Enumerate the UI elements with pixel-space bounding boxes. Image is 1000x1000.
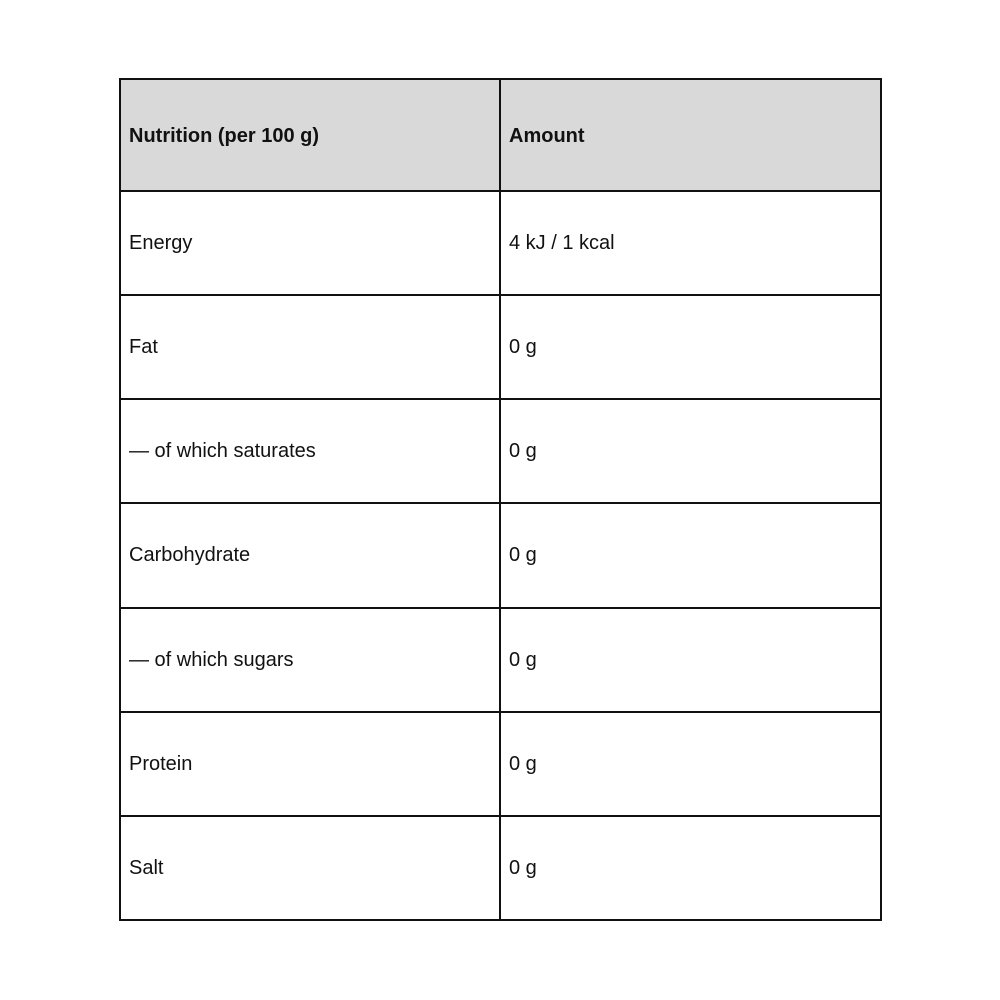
amount-cell: 0 g	[500, 712, 881, 816]
amount-cell: 4 kJ / 1 kcal	[500, 191, 881, 295]
table-row	[120, 712, 881, 816]
table-body	[120, 191, 881, 920]
nutrition-table	[119, 78, 882, 921]
nutrient-cell: — of which saturates	[120, 399, 500, 503]
header-row	[120, 79, 881, 191]
amount-cell: 0 g	[500, 295, 881, 399]
amount-cell: 0 g	[500, 816, 881, 920]
table-row	[120, 399, 881, 503]
nutrient-cell: Fat	[120, 295, 500, 399]
amount-cell: 0 g	[500, 608, 881, 712]
table-row	[120, 191, 881, 295]
nutrient-cell: Salt	[120, 816, 500, 920]
header-nutrient: Nutrition (per 100 g)	[120, 79, 500, 191]
table-row	[120, 503, 881, 607]
amount-cell: 0 g	[500, 399, 881, 503]
table-header	[120, 79, 881, 191]
amount-cell: 0 g	[500, 503, 881, 607]
table-row	[120, 608, 881, 712]
nutrient-cell: Carbohydrate	[120, 503, 500, 607]
nutrient-cell: Energy	[120, 191, 500, 295]
nutrient-cell: Protein	[120, 712, 500, 816]
table-row	[120, 816, 881, 920]
nutrient-cell: — of which sugars	[120, 608, 500, 712]
header-amount: Amount	[500, 79, 881, 191]
table-row	[120, 295, 881, 399]
